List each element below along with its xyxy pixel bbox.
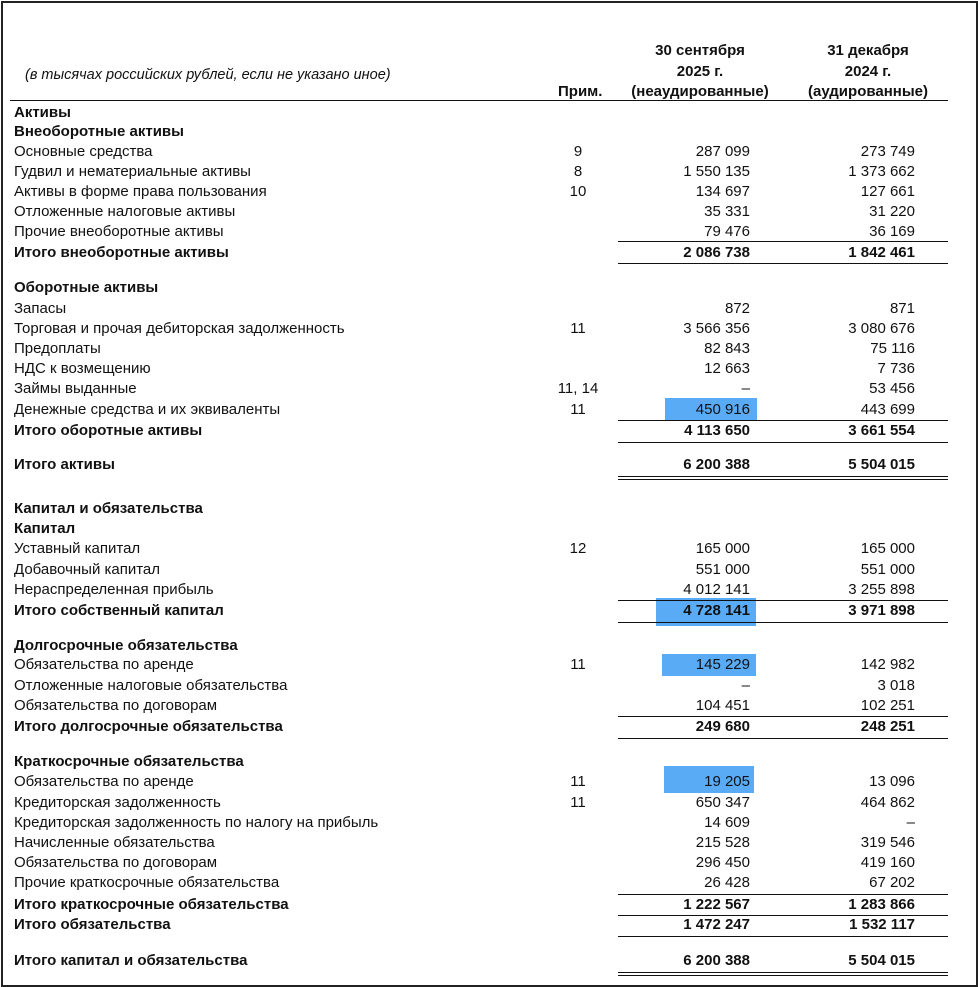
table-row xyxy=(0,853,978,873)
value-2024: 142 982 xyxy=(860,656,915,673)
column-header-2024 xyxy=(788,41,948,103)
value-2025: 79 476 xyxy=(704,223,750,240)
table-row xyxy=(0,339,978,359)
value-2025: 26 428 xyxy=(704,874,750,891)
value-2024: 871 xyxy=(889,300,915,317)
row-label: Итого капитал и обязательства xyxy=(14,952,248,969)
row-label: Прочие краткосрочные обязательства xyxy=(14,874,280,891)
value-2025: 4 012 141 xyxy=(683,581,750,598)
table-row xyxy=(0,319,978,339)
row-label: Торговая и прочая дебиторская задолженность xyxy=(14,320,345,337)
row-label: Долгосрочные обязательства xyxy=(14,637,238,654)
table-row xyxy=(0,142,978,162)
row-label: Капитал и обязательства xyxy=(14,500,203,517)
table-row xyxy=(0,655,978,675)
row-label: Итого активы xyxy=(14,456,115,473)
row-label: Нераспределенная прибыль xyxy=(14,581,214,598)
section-heading xyxy=(0,752,978,772)
value-2025: 650 347 xyxy=(695,794,750,811)
table-row xyxy=(0,400,978,420)
row-label: Внеоборотные активы xyxy=(14,123,184,140)
note-ref: 11 xyxy=(570,320,586,337)
value-2024: 7 736 xyxy=(877,360,915,377)
col1-line2: 2025 г. xyxy=(676,62,724,80)
table-row xyxy=(0,580,978,600)
row-label: Обязательства по аренде xyxy=(14,773,194,790)
value-2025: 872 xyxy=(724,300,750,317)
value-2025: 14 609 xyxy=(704,814,750,831)
total-row xyxy=(0,243,978,263)
value-2024: 1 842 461 xyxy=(848,244,915,261)
table-row xyxy=(0,222,978,242)
underline xyxy=(618,622,948,623)
total-row xyxy=(0,601,978,621)
table-row xyxy=(0,873,978,893)
note-ref: 11 xyxy=(570,773,586,790)
row-label: Активы xyxy=(14,104,71,121)
value-2024: 1 532 117 xyxy=(849,916,915,933)
underline xyxy=(618,894,948,895)
value-2024: 3 255 898 xyxy=(848,581,915,598)
table-row xyxy=(0,813,978,833)
row-label: НДС к возмещению xyxy=(14,360,151,377)
value-2025: 4 728 141 xyxy=(683,602,750,619)
row-label: Основные средства xyxy=(14,143,153,160)
value-2025: 1 472 247 xyxy=(683,916,750,933)
row-label: Итого долгосрочные обязательства xyxy=(14,718,283,735)
value-2024: 165 000 xyxy=(860,540,915,557)
value-2024: 443 699 xyxy=(860,401,915,418)
value-2025: – xyxy=(741,677,750,694)
value-2024: 3 018 xyxy=(877,677,915,694)
section-heading xyxy=(0,499,978,519)
value-2024: 67 202 xyxy=(869,874,915,891)
units-note: (в тысячах российских рублей, если не указано иное) xyxy=(25,67,391,83)
value-2025: 19 205 xyxy=(704,773,750,790)
value-2024: 1 373 662 xyxy=(848,163,915,180)
col2-line1: 31 декабря xyxy=(827,42,909,59)
value-2025: 2 086 738 xyxy=(683,244,750,261)
underline xyxy=(618,738,948,739)
value-2024: 5 504 015 xyxy=(848,456,915,473)
table-row xyxy=(0,182,978,202)
value-2024: 36 169 xyxy=(869,223,915,240)
row-label: Итого собственный капитал xyxy=(14,602,224,619)
value-2025: 165 000 xyxy=(695,540,750,557)
row-label: Итого краткосрочные обязательства xyxy=(14,896,289,913)
row-label: Итого оборотные активы xyxy=(14,422,203,439)
value-2024: 3 661 554 xyxy=(848,422,915,439)
header-underline xyxy=(10,100,948,101)
col1-line3: (неаудированные) xyxy=(631,83,769,100)
value-2025: 134 697 xyxy=(695,183,750,200)
note-ref: 11, 14 xyxy=(557,380,599,397)
underline xyxy=(618,442,948,443)
underline xyxy=(618,241,948,242)
value-2024: 5 504 015 xyxy=(848,952,915,969)
note-ref: 12 xyxy=(569,540,587,557)
value-2025: 215 528 xyxy=(695,834,750,851)
total-row xyxy=(0,421,978,441)
value-2024: 1 283 866 xyxy=(848,896,915,913)
col2-line2: 2024 г. xyxy=(844,62,892,80)
value-2024: 13 096 xyxy=(869,773,915,790)
value-2024: 419 160 xyxy=(860,854,915,871)
value-2024: 31 220 xyxy=(869,203,915,220)
row-label: Денежные средства и их эквиваленты xyxy=(14,401,281,418)
double-underline xyxy=(618,972,948,976)
row-label: Обязательства по аренде xyxy=(14,656,194,673)
row-label: Добавочный капитал xyxy=(14,561,161,578)
total-row xyxy=(0,717,978,737)
table-row xyxy=(0,299,978,319)
value-2025: 4 113 650 xyxy=(684,422,750,439)
value-2025: 35 331 xyxy=(704,203,750,220)
underline xyxy=(618,420,948,421)
section-heading xyxy=(0,122,978,142)
value-2025: 104 451 xyxy=(695,697,750,714)
value-2025: 296 450 xyxy=(695,854,750,871)
total-row xyxy=(0,915,978,935)
value-2025: – xyxy=(741,380,750,397)
underline xyxy=(618,936,948,937)
underline xyxy=(618,263,948,264)
row-label: Запасы xyxy=(14,300,67,317)
total-row xyxy=(0,455,978,475)
value-2024: 102 251 xyxy=(860,697,915,714)
section-heading xyxy=(0,519,978,539)
value-2024: 75 116 xyxy=(870,340,915,357)
table-row xyxy=(0,772,978,792)
section-heading xyxy=(0,636,978,656)
note-ref: 11 xyxy=(570,794,586,811)
row-label: Краткосрочные обязательства xyxy=(14,753,244,770)
note-ref: 11 xyxy=(570,656,586,673)
table-row xyxy=(0,833,978,853)
value-2025: 6 200 388 xyxy=(683,952,750,969)
table-row xyxy=(0,560,978,580)
row-label: Уставный капитал xyxy=(14,540,141,557)
value-2024: 3 971 898 xyxy=(848,602,915,619)
row-label: Оборотные активы xyxy=(14,279,159,296)
row-label: Кредиторская задолженность xyxy=(14,794,221,811)
row-label: Капитал xyxy=(14,520,76,537)
table-row xyxy=(0,202,978,222)
row-label: Займы выданные xyxy=(14,380,137,397)
value-2024: 464 862 xyxy=(860,794,915,811)
table-row xyxy=(0,379,978,399)
row-label: Предоплаты xyxy=(14,340,101,357)
double-underline xyxy=(618,476,948,480)
row-label: Итого обязательства xyxy=(14,916,171,933)
underline xyxy=(618,915,948,916)
row-label: Кредиторская задолженность по налогу на прибыль xyxy=(14,814,379,831)
note-ref: 8 xyxy=(573,163,583,180)
value-2025: 6 200 388 xyxy=(683,456,750,473)
note-ref: 9 xyxy=(573,143,583,160)
value-2024: 127 661 xyxy=(860,183,915,200)
value-2025: 551 000 xyxy=(695,561,750,578)
value-2025: 3 566 356 xyxy=(683,320,750,337)
note-column-header: Прим. xyxy=(558,83,603,100)
value-2024: – xyxy=(906,814,915,831)
row-label: Итого внеоборотные активы xyxy=(14,244,229,261)
total-row xyxy=(0,895,978,915)
section-heading xyxy=(0,278,978,298)
row-label: Прочие внеоборотные активы xyxy=(14,223,224,240)
table-row xyxy=(0,162,978,182)
value-2024: 551 000 xyxy=(860,561,915,578)
value-2025: 249 680 xyxy=(695,718,750,735)
value-2025: 1 222 567 xyxy=(683,896,750,913)
value-2025: 450 916 xyxy=(695,401,750,418)
col2-line3: (аудированные) xyxy=(807,83,928,100)
table-row xyxy=(0,359,978,379)
column-header-2025 xyxy=(610,41,790,103)
note-ref: 11 xyxy=(570,401,586,418)
value-2025: 1 550 135 xyxy=(683,163,750,180)
note-ref: 10 xyxy=(569,183,587,200)
value-2024: 273 749 xyxy=(860,143,915,160)
row-label: Активы в форме права пользования xyxy=(14,183,267,200)
col1-line1: 30 сентября xyxy=(655,42,745,59)
underline xyxy=(618,600,948,601)
value-2025: 287 099 xyxy=(695,143,750,160)
value-2025: 145 229 xyxy=(695,656,750,673)
row-label: Отложенные налоговые активы xyxy=(14,203,236,220)
section-heading xyxy=(0,103,978,123)
row-label: Обязательства по договорам xyxy=(14,697,218,714)
value-2024: 319 546 xyxy=(860,834,915,851)
total-row xyxy=(0,951,978,971)
underline xyxy=(618,716,948,717)
row-label: Отложенные налоговые обязательства xyxy=(14,677,288,694)
value-2024: 248 251 xyxy=(860,718,915,735)
row-label: Гудвил и нематериальные активы xyxy=(14,163,251,180)
value-2025: 82 843 xyxy=(704,340,750,357)
value-2024: 53 456 xyxy=(869,380,915,397)
value-2024: 3 080 676 xyxy=(848,320,915,337)
value-2025: 12 663 xyxy=(704,360,750,377)
row-label: Обязательства по договорам xyxy=(14,854,218,871)
table-row xyxy=(0,539,978,559)
row-label: Начисленные обязательства xyxy=(14,834,215,851)
table-row xyxy=(0,676,978,696)
table-row xyxy=(0,793,978,813)
table-row xyxy=(0,696,978,716)
